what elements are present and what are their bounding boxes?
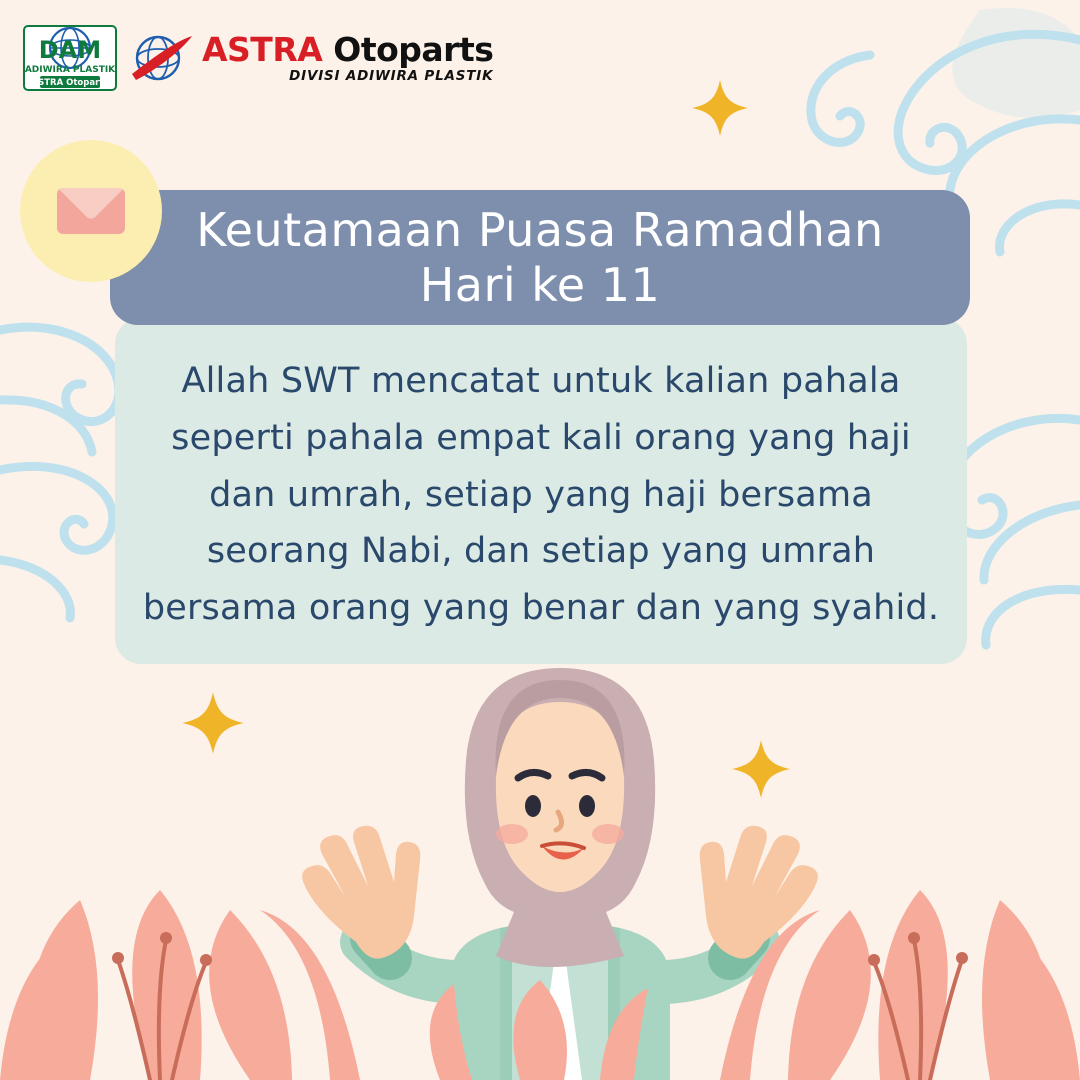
- envelope-icon: [57, 188, 125, 234]
- astra-wordmark: [202, 29, 494, 69]
- astra-word: ASTRA: [202, 29, 323, 69]
- svg-text:ASTRA Otoparts: ASTRA Otoparts: [31, 78, 109, 88]
- sparkle-icon: [690, 78, 750, 138]
- svg-text:ADIWIRA PLASTIK: ADIWIRA PLASTIK: [24, 65, 116, 75]
- title-bar: [110, 190, 970, 325]
- dam-logo: [22, 22, 118, 94]
- sparkle-icon: [180, 690, 246, 756]
- body-card: [115, 318, 967, 664]
- envelope-badge: [20, 140, 162, 282]
- title-line-1: Keutamaan Puasa Ramadhan: [196, 203, 884, 258]
- division-label: DIVISI ADIWIRA PLASTIK: [289, 67, 494, 84]
- body-text: Allah SWT mencatat untuk kalian pahala seperti pahala empat kali orang yang haji dan umrah, setiap yang haji bersama seorang Nabi, dan setiap yang umrah bersama orang yang benar dan yang syahid.: [142, 361, 940, 629]
- astra-otoparts-logo: [128, 30, 493, 86]
- title-line-2: Hari ke 11: [419, 257, 661, 312]
- otoparts-word: Otoparts: [333, 29, 494, 69]
- svg-text:DAM: DAM: [38, 36, 102, 64]
- brand-logos: [22, 22, 493, 94]
- astra-globe-icon: [128, 30, 194, 86]
- poster-title: [196, 203, 883, 312]
- flower-decorations: [0, 780, 1080, 1080]
